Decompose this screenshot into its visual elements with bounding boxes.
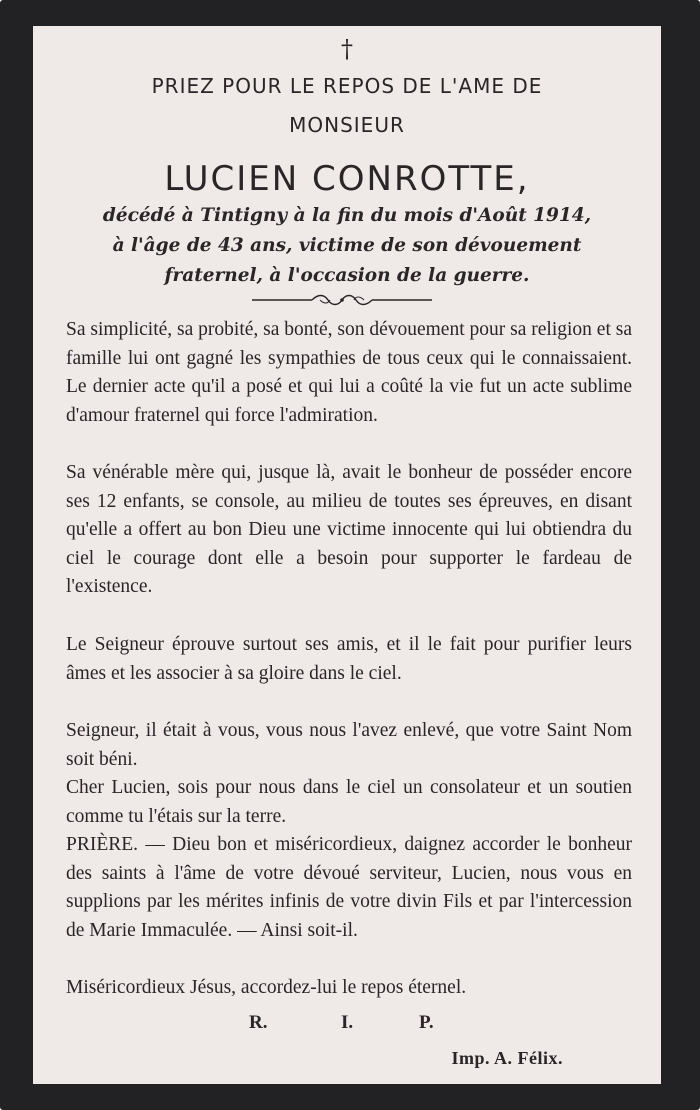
paragraph-text: Sa vénérable mère qui, jusque là, avait le bonheur de posséder encore ses 12 enfants, se console, au milieu de toutes ses épreuves, en disant qu'elle a offert au bon Dieu une victime innocente qui lui obtiendra du ciel le courage dont elle a besoin pour supporter le fardeau de l'existence. <box>66 462 632 598</box>
printer-credit: Imp. A. Félix. <box>451 1048 563 1068</box>
tribute-paragraph-5 <box>66 774 632 831</box>
honorific: MONSIEUR <box>289 113 405 137</box>
ornament-divider-icon <box>250 292 434 308</box>
paragraph-text: Miséricordieux Jésus, accordez-lui le repos éternel. <box>66 977 467 998</box>
tribute-paragraph-1 <box>66 316 632 430</box>
paragraph-text: Sa simplicité, sa probité, sa bonté, son dévouement pour sa religion et sa famille lui ont gagné les sympathies de tous ceux qui le connaissaient. Le dernier acte qu'il a posé et qui lui a coûté la vie fut un acte sublime d'amour fraternel qui force l'admiration. <box>66 319 632 426</box>
paragraph-text: PRIÈRE. — Dieu bon et miséricordieux, daignez accorder le bonheur des saints à l'âme de votre dévoué serviteur, Lucien, nous vous en supplions par les mérites infinis de votre divin Fils et par l'intercession de Marie Immaculée. — Ainsi soit-il. <box>66 834 632 941</box>
paragraph-text: Cher Lucien, sois pour nous dans le ciel un consolateur et un soutien comme tu l'étais sur la terre. <box>66 777 632 827</box>
cross-icon: † <box>341 35 353 63</box>
rip-r: R. <box>249 1012 268 1033</box>
paragraph-text: Le Seigneur éprouve surtout ses amis, et il le fait pour purifier leurs âmes et les associer à sa gloire dans le ciel. <box>66 634 632 684</box>
prayer-heading: PRIEZ POUR LE REPOS DE L'AME DE <box>151 74 543 98</box>
death-details-line-3: fraternel, à l'occasion de la guerre. <box>164 265 530 286</box>
death-details-line-1: décédé à Tintigny à la fin du mois d'Août 1914, <box>102 205 592 226</box>
tribute-paragraph-4 <box>66 717 632 774</box>
tribute-paragraph-2 <box>66 459 632 602</box>
deceased-name: LUCIEN CONROTTE, <box>164 159 530 199</box>
rip-p: P. <box>419 1012 434 1033</box>
closing-invocation <box>66 974 632 1003</box>
paragraph-text: Seigneur, il était à vous, vous nous l'avez enlevé, que votre Saint Nom soit béni. <box>66 720 632 770</box>
prayer-paragraph <box>66 831 632 945</box>
card-paper <box>33 26 661 1084</box>
death-details-line-2: à l'âge de 43 ans, victime de son dévouement <box>112 235 582 256</box>
rip-i: I. <box>341 1012 354 1033</box>
tribute-paragraph-3 <box>66 631 632 688</box>
